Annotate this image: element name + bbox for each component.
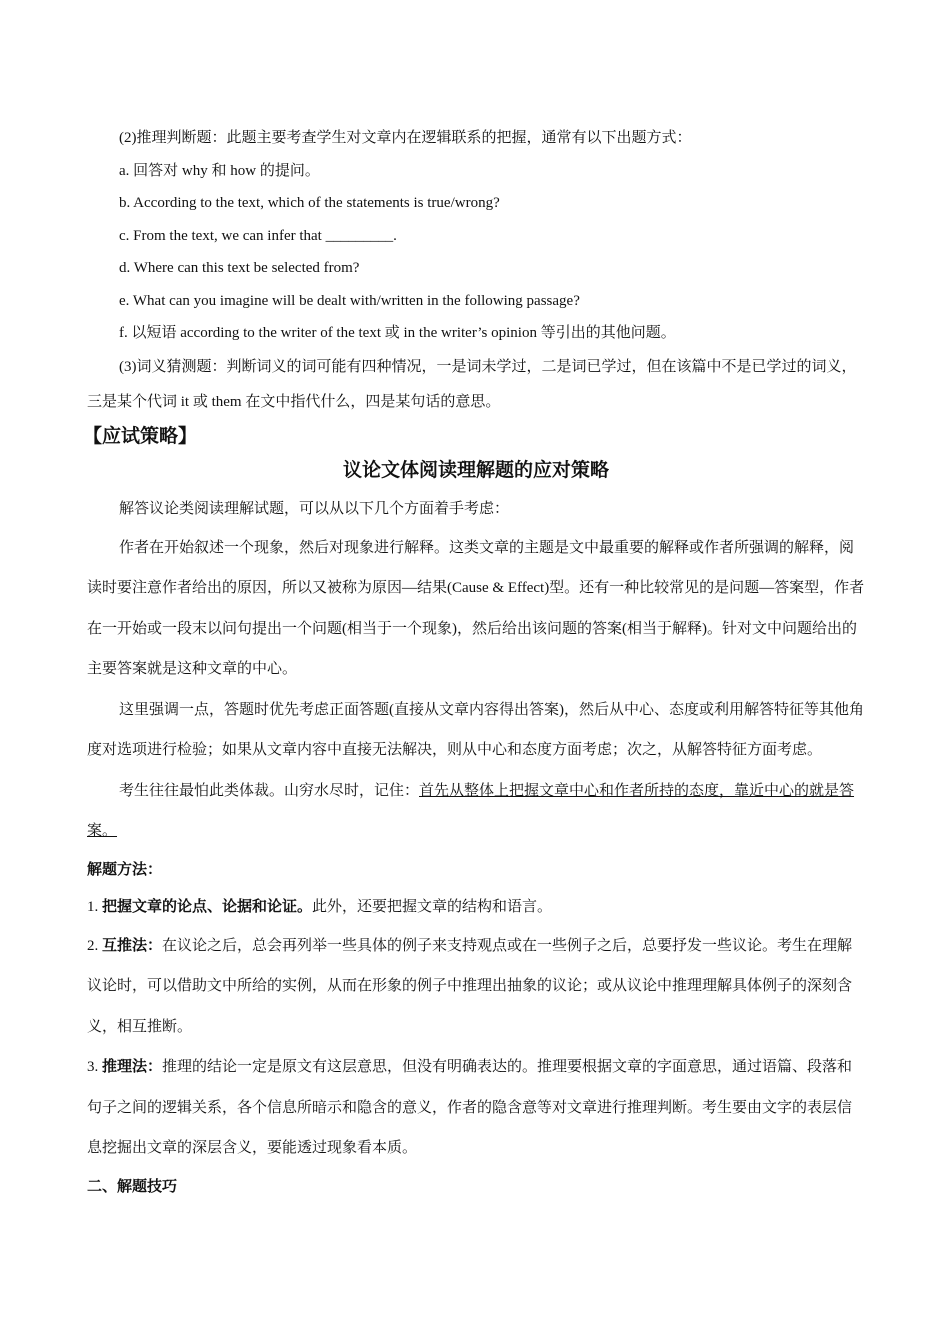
paragraph-1: 解答议论类阅读理解试题，可以从以下几个方面着手考虑： bbox=[119, 500, 510, 517]
method-title: 推理法： bbox=[102, 1059, 163, 1075]
method-2 bbox=[87, 926, 865, 1048]
method-text: 推理的结论一定是原文有这层意思，但没有明确表达的。推理要根据文章的字面意思，通过语篇、段落和句子之间的逻辑关系，各个信息所暗示和隐含的意义，作者的隐含意等对文章进行推理判断。考生要由文字的表层信息挖掘出文章的深层含义，要能透过现象看本质。 bbox=[87, 1059, 853, 1156]
list-item: (2)推理判断题：此题主要考查学生对文章内在逻辑联系的把握，通常有以下出题方式： bbox=[119, 130, 692, 146]
paragraph-3: 这里强调一点，答题时优先考虑正面答题(直接从文章内容得出答案)，然后从中心、态度或利用解答特征等其他角度对选项进行检验；如果从文章内容中直接无法解决，则从中心和态度方面考虑；次之，从解答特征方面考虑。 bbox=[87, 701, 864, 758]
method-text: 此外，还要把握文章的结构和语言。 bbox=[312, 898, 553, 915]
methods-heading: 解题方法： bbox=[87, 861, 163, 878]
item3-paragraph: (3)词义猜测题：判断词义的词可能有四种情况，一是词未学过，二是词已学过，但在该篇中不是已学过的词义，三是某个代词 it 或 them 在文中指代什么，四是某句话的意思。 bbox=[87, 358, 857, 410]
method-text: 在议论之后，总会再列举一些具体的例子来支持观点或在一些例子之后，总要抒发一些议论。考生在理解议论时，可以借助文中所给的实例，从而在形象的例子中推理出抽象的议论；或从议论中推理理解具体例子的深刻含义，相互推断。 bbox=[87, 937, 853, 1035]
method-title: 互推法： bbox=[102, 937, 163, 954]
paragraph-4-text: 考生往往最怕此类体裁。山穷水尽时，记住： bbox=[119, 782, 420, 799]
list-item: c. From the text, we can infer that _________. bbox=[119, 227, 397, 244]
final-heading: 二、解题技巧 bbox=[87, 1178, 178, 1195]
list-item: f. 以短语 according to the writer of the text 或 in the writer’s opinion 等引出的其他问题。 bbox=[119, 325, 676, 341]
method-number: 3. bbox=[87, 1059, 102, 1075]
list-item: a. 回答对 why 和 how 的提问。 bbox=[119, 162, 320, 179]
paragraph-2: 作者在开始叙述一个现象，然后对现象进行解释。这类文章的主题是文中最重要的解释或作者所强调的解释，阅读时要注意作者给出的原因，所以又被称为原因—结果(Cause & Effect)型。还有一种比较常见的是问题—答案型，作者在一开始或一段末以问句提出一个问题(相当于一个现象)，然后给出该问题的答案(相当于解释)。针对文中问题给出的主要答案就是这种文章的中心。 bbox=[87, 539, 865, 677]
method-1 bbox=[87, 888, 865, 926]
page-title: 议论文体阅读理解题的应对策略 bbox=[342, 459, 609, 481]
list-item: e. What can you imagine will be dealt with/written in the following passage? bbox=[119, 292, 580, 309]
method-title: 把握文章的论点、论据和论证。 bbox=[102, 898, 313, 915]
paragraph-4-underlined: 首先从整体上把握文章中心和作者所持的态度，靠近中心的就是答案。 bbox=[87, 782, 855, 839]
list-item: d. Where can this text be selected from? bbox=[119, 260, 360, 276]
method-3 bbox=[87, 1047, 865, 1169]
list-item: b. According to the text, which of the statements is true/wrong? bbox=[119, 195, 500, 211]
paragraph-4 bbox=[87, 771, 865, 852]
document-page bbox=[83, 122, 865, 1205]
intro-list bbox=[87, 122, 865, 350]
section-heading: 【应试策略】 bbox=[83, 425, 198, 447]
method-number: 2. bbox=[87, 937, 102, 954]
method-number: 1. bbox=[87, 898, 102, 915]
